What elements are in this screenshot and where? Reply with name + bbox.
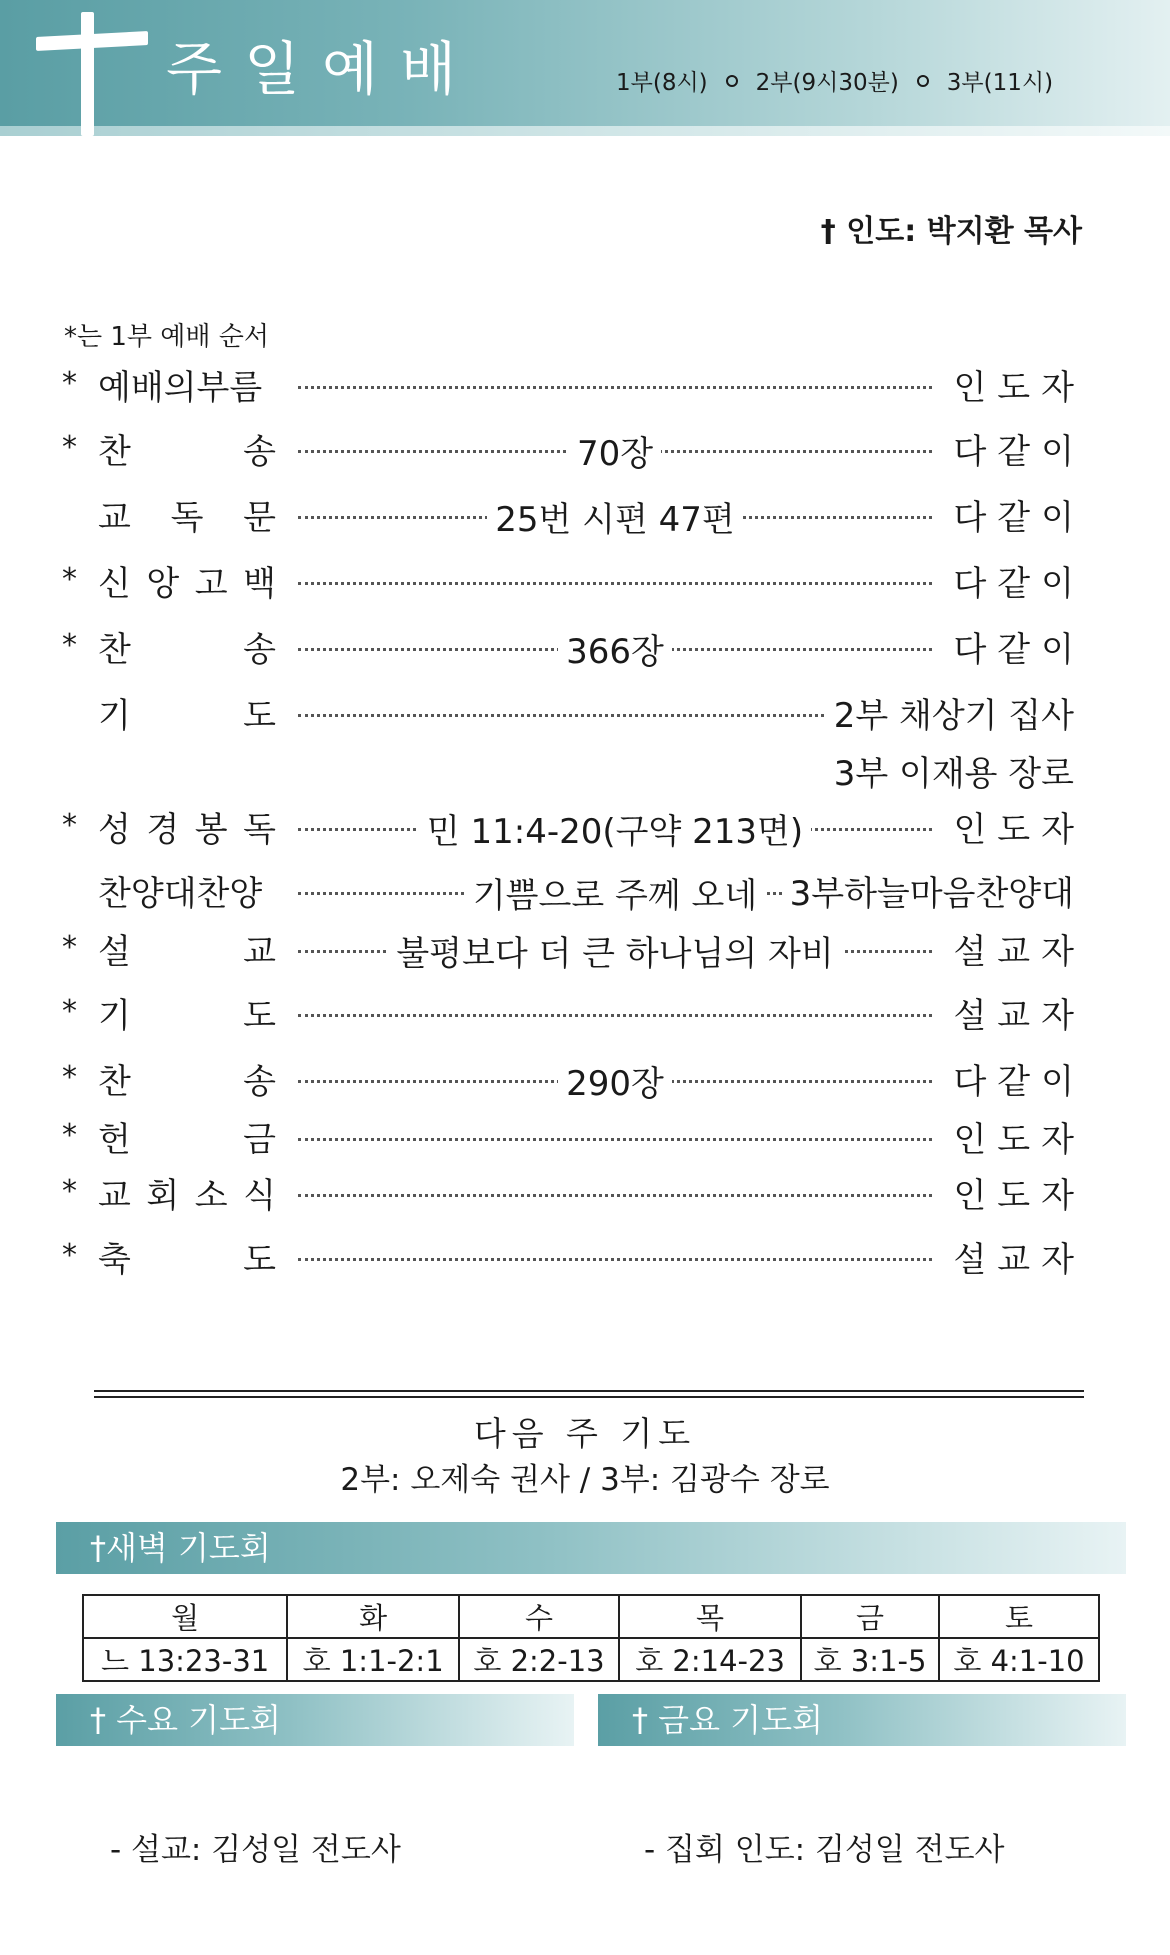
order-item-name bbox=[98, 1232, 276, 1281]
order-item-name-part: 백 bbox=[243, 564, 276, 604]
order-item-detail bbox=[298, 804, 932, 853]
order-item-name-part: 송 bbox=[243, 1062, 276, 1102]
wednesday-prayer-info: - 설교: 김성일 전도사 bbox=[110, 1832, 401, 1868]
order-row bbox=[0, 360, 1170, 410]
circle-separator-icon bbox=[917, 75, 929, 87]
order-item-detail-text: 불평보다 더 큰 하나님의 자비 bbox=[388, 934, 841, 974]
reading-cell: 호 4:1-10 bbox=[939, 1638, 1099, 1681]
order-item-name-part: 헌 bbox=[98, 1120, 131, 1160]
order-item-name bbox=[98, 988, 276, 1037]
order-item-person: 인도자 bbox=[945, 1112, 1085, 1161]
order-item-detail-text: 25번 시편 47편 bbox=[487, 500, 743, 540]
order-row bbox=[0, 688, 1170, 738]
order-item-name-part: 도 bbox=[243, 696, 276, 736]
order-star: * bbox=[62, 1118, 77, 1153]
service-leader: † 인도: 박지환 목사 bbox=[820, 214, 1082, 249]
day-cell: 월 bbox=[83, 1595, 287, 1638]
order-item-name-part: 예배의부름 bbox=[98, 368, 263, 408]
order-item-name bbox=[98, 360, 276, 409]
order-item-name-part: 설 bbox=[98, 932, 131, 972]
order-row bbox=[0, 1054, 1170, 1104]
order-item-name bbox=[98, 1168, 276, 1217]
order-item-name-part: 독 bbox=[243, 810, 276, 850]
order-row bbox=[0, 746, 1170, 796]
cross-icon bbox=[81, 12, 94, 136]
dotted-leader bbox=[298, 582, 932, 585]
order-row bbox=[0, 924, 1170, 974]
day-cell: 화 bbox=[287, 1595, 459, 1638]
order-item-name-part: 교 bbox=[243, 932, 276, 972]
table-row bbox=[83, 1638, 1099, 1681]
order-item-detail bbox=[298, 624, 932, 673]
order-star: * bbox=[62, 628, 77, 663]
order-item-name-part: 찬 bbox=[98, 630, 131, 670]
order-item-person: 인도자 bbox=[945, 360, 1085, 409]
order-row bbox=[0, 1112, 1170, 1162]
order-row bbox=[0, 1168, 1170, 1218]
order-item-name bbox=[98, 622, 276, 671]
double-divider bbox=[94, 1390, 1084, 1398]
dotted-leader bbox=[298, 1194, 932, 1197]
order-item-name-part: 교 bbox=[98, 1176, 131, 1216]
order-item-detail-text: 290장 bbox=[558, 1064, 672, 1104]
order-star: * bbox=[62, 562, 77, 597]
order-item-person: 설교자 bbox=[945, 988, 1085, 1037]
order-item-person: 다같이 bbox=[945, 1054, 1085, 1103]
order-item-detail-text: 70장 bbox=[569, 434, 661, 474]
order-item-name-part: 성 bbox=[98, 810, 131, 850]
order-star: * bbox=[62, 994, 77, 1029]
order-star: * bbox=[62, 1238, 77, 1273]
order-item-name-part: 송 bbox=[243, 630, 276, 670]
order-item-person: 인도자 bbox=[945, 802, 1085, 851]
order-item-name bbox=[98, 556, 276, 605]
order-item-name-part: 봉 bbox=[194, 810, 228, 850]
day-cell: 수 bbox=[459, 1595, 619, 1638]
order-star: * bbox=[62, 1060, 77, 1095]
order-item-person: 설교자 bbox=[945, 924, 1085, 973]
order-item-name bbox=[98, 688, 276, 737]
order-item-person: 다같이 bbox=[945, 490, 1085, 539]
order-item-name-part: 송 bbox=[243, 432, 276, 472]
order-row bbox=[0, 490, 1170, 540]
order-item-name-part: 소 bbox=[194, 1176, 228, 1216]
service-time-3: 3부(11시) bbox=[946, 70, 1054, 96]
reading-cell: 호 2:2-13 bbox=[459, 1638, 619, 1681]
order-item-person: 다같이 bbox=[945, 556, 1085, 605]
order-row bbox=[0, 866, 1170, 916]
order-item-detail-text: 366장 bbox=[558, 632, 672, 672]
day-cell: 금 bbox=[801, 1595, 939, 1638]
table-header-row bbox=[83, 1595, 1099, 1638]
order-item-name-part: 식 bbox=[243, 1176, 276, 1216]
order-item-name bbox=[98, 924, 276, 973]
order-item-name-part: 교 bbox=[98, 498, 131, 538]
friday-prayer-info: - 집회 인도: 김성일 전도사 bbox=[644, 1832, 1005, 1868]
order-item-name-part: 도 bbox=[243, 1240, 276, 1280]
order-star: * bbox=[62, 366, 77, 401]
order-item-person: 3부 이재용 장로 bbox=[826, 746, 1074, 795]
dotted-leader bbox=[298, 1258, 932, 1261]
dawn-prayer-header: †새벽 기도회 bbox=[56, 1522, 1126, 1574]
order-item-name bbox=[98, 866, 276, 915]
order-row bbox=[0, 1232, 1170, 1282]
order-item-name-part: 축 bbox=[98, 1240, 131, 1280]
order-item-person: 다같이 bbox=[945, 424, 1085, 473]
next-week-prayer-body: 2부: 오제숙 권사 / 3부: 김광수 장로 bbox=[340, 1462, 830, 1498]
order-item-name bbox=[98, 490, 276, 539]
order-item-name-part: 문 bbox=[243, 498, 276, 538]
order-item-name bbox=[98, 424, 276, 473]
circle-separator-icon bbox=[726, 75, 738, 87]
order-item-person: 설교자 bbox=[945, 1232, 1085, 1281]
order-row bbox=[0, 424, 1170, 474]
order-star: * bbox=[62, 1174, 77, 1209]
reading-cell: 호 3:1-5 bbox=[801, 1638, 939, 1681]
order-item-detail bbox=[298, 492, 932, 541]
order-item-name bbox=[98, 1112, 276, 1161]
next-week-prayer-title: 다음 주 기도 bbox=[473, 1414, 697, 1453]
order-item-person: 2부 채상기 집사 bbox=[826, 688, 1074, 737]
page-title: 주일예배 bbox=[166, 35, 479, 103]
order-item-name-part: 독 bbox=[170, 498, 204, 538]
order-item-name-part: 기 bbox=[98, 696, 131, 736]
order-item-name bbox=[98, 1054, 276, 1103]
day-cell: 목 bbox=[619, 1595, 801, 1638]
reading-cell: 호 2:14-23 bbox=[619, 1638, 801, 1681]
order-item-person: 인도자 bbox=[945, 1168, 1085, 1217]
wednesday-prayer-header: † 수요 기도회 bbox=[56, 1694, 574, 1746]
order-item-name-part: 회 bbox=[146, 1176, 180, 1216]
order-note: *는 1부 예배 순서 bbox=[64, 322, 270, 352]
order-row bbox=[0, 802, 1170, 852]
order-item-name-part: 신 bbox=[98, 564, 131, 604]
dotted-leader bbox=[298, 386, 932, 389]
order-item-name bbox=[98, 802, 276, 851]
order-item-name-part: 찬양대찬양 bbox=[98, 874, 263, 914]
dawn-prayer-table bbox=[82, 1594, 1100, 1682]
order-item-name-part: 찬 bbox=[98, 432, 131, 472]
reading-cell: 호 1:1-2:1 bbox=[287, 1638, 459, 1681]
order-item-name-part: 도 bbox=[243, 996, 276, 1036]
order-item-detail-text: 기쁨으로 주께 오네 bbox=[465, 876, 765, 916]
service-time-2: 2부(9시30분) bbox=[755, 70, 899, 96]
order-item-person: 3부하늘마음찬양대 bbox=[782, 866, 1074, 915]
order-row bbox=[0, 622, 1170, 672]
order-item-detail-text: 민 11:4-20(구약 213면) bbox=[419, 812, 811, 852]
order-row bbox=[0, 988, 1170, 1038]
order-item-name-part: 찬 bbox=[98, 1062, 131, 1102]
dotted-leader bbox=[298, 1138, 932, 1141]
order-row bbox=[0, 556, 1170, 606]
order-item-detail bbox=[298, 426, 932, 475]
order-item-detail bbox=[298, 926, 932, 975]
friday-prayer-header: † 금요 기도회 bbox=[598, 1694, 1126, 1746]
dotted-leader bbox=[298, 1014, 932, 1017]
order-item-name-part: 금 bbox=[243, 1120, 276, 1160]
order-item-name-part: 고 bbox=[194, 564, 228, 604]
order-item-name-part: 기 bbox=[98, 996, 131, 1036]
reading-cell: 느 13:23-31 bbox=[83, 1638, 287, 1681]
service-times bbox=[616, 64, 1053, 97]
order-item-person: 다같이 bbox=[945, 622, 1085, 671]
order-item-name-part: 경 bbox=[146, 810, 180, 850]
order-item-name-part: 앙 bbox=[146, 564, 180, 604]
order-item-detail bbox=[298, 1056, 932, 1105]
header-banner-stripe bbox=[0, 126, 1170, 136]
service-time-1: 1부(8시) bbox=[616, 70, 708, 96]
order-star: * bbox=[62, 430, 77, 465]
day-cell: 토 bbox=[939, 1595, 1099, 1638]
order-star: * bbox=[62, 930, 77, 965]
order-star: * bbox=[62, 808, 77, 843]
